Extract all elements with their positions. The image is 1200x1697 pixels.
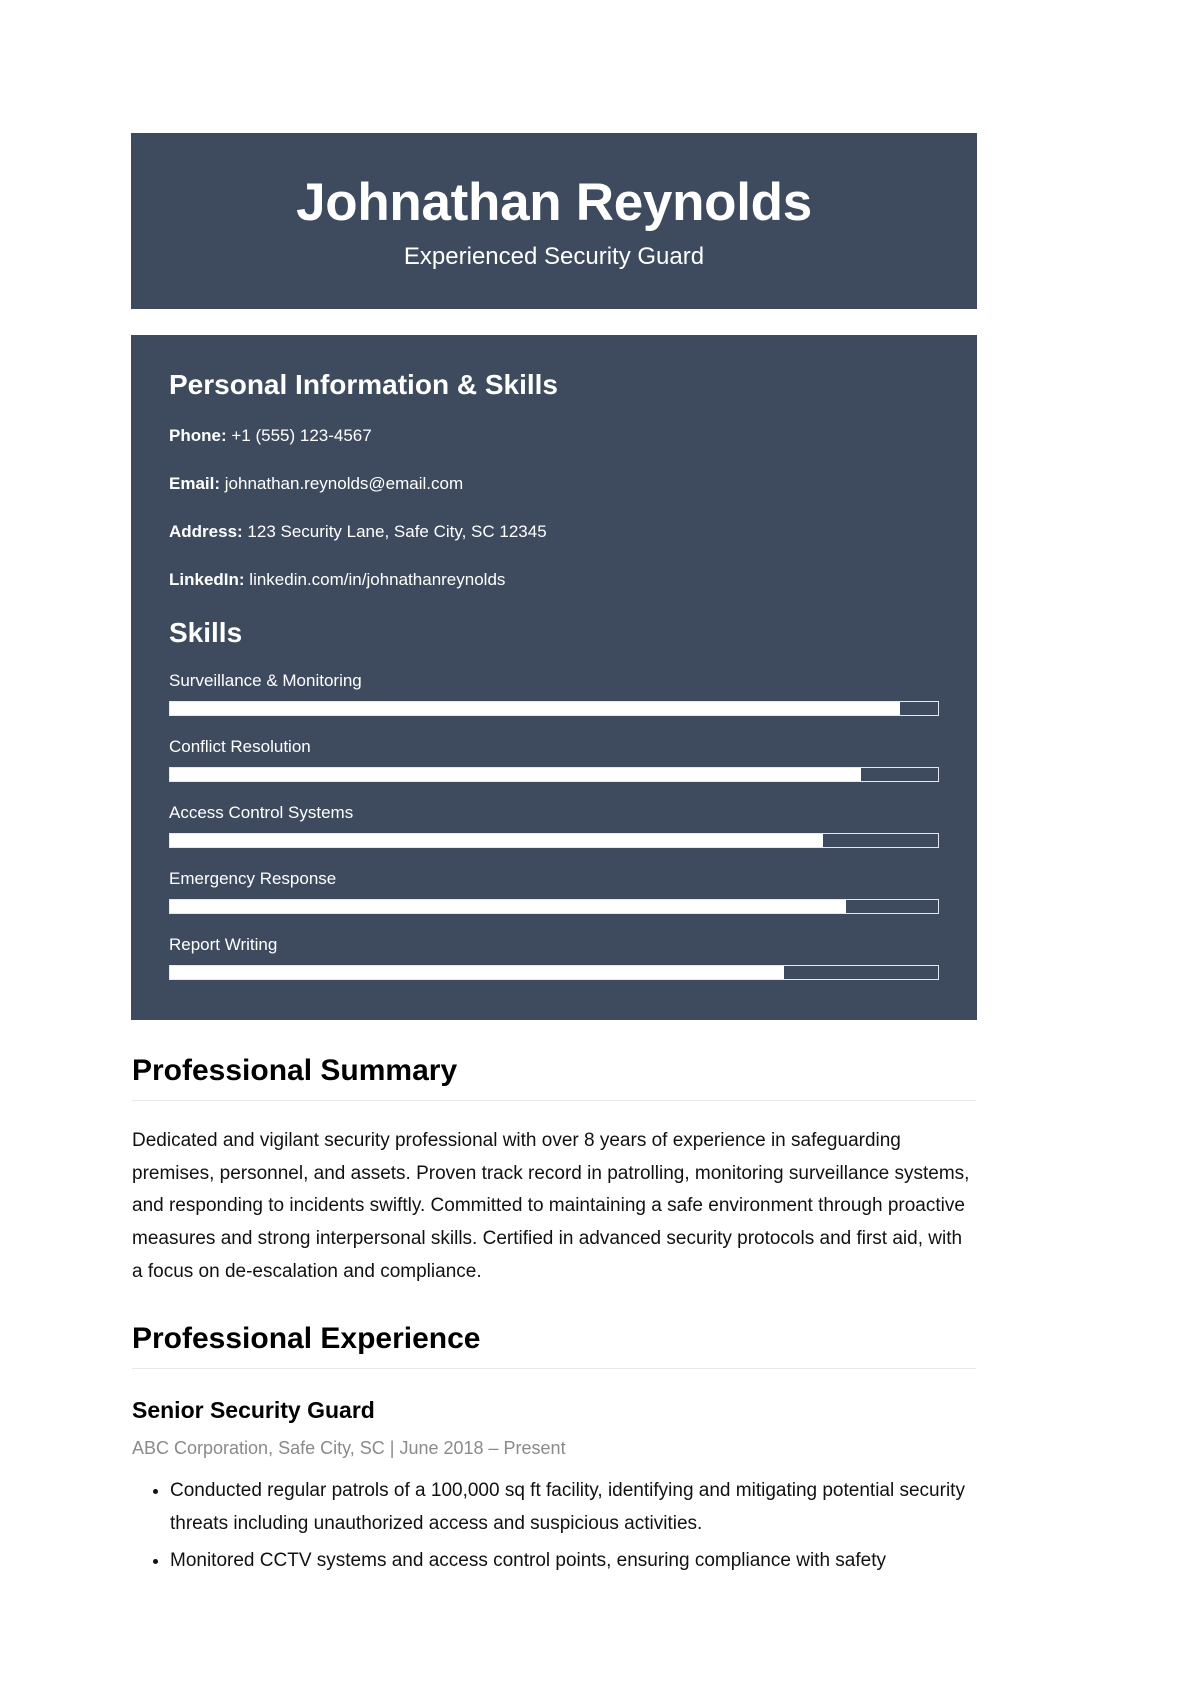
job-bullet: • Conducted regular patrols of a 100,000 sq ft facility, identifying and mitigating potential security threats including unauthorized access and suspicious activities. — [170, 1475, 976, 1540]
skill-item — [169, 671, 939, 716]
contact-phone-label: Phone: — [169, 425, 227, 445]
skill-progress-track — [169, 833, 939, 848]
summary-paragraph: Dedicated and vigilant security professional with over 8 years of experience in safeguarding premises, personnel, and assets. Proven track record in patrolling, monitoring surveillance systems, and responding to incidents swiftly. Committed to maintaining a safe environment through proactive measures and strong interpersonal skills. Certified in advanced security protocols and first aid, with a focus on de-escalation and compliance. — [132, 1130, 970, 1282]
experience-entry — [132, 1397, 976, 1577]
skill-item — [169, 737, 939, 782]
personal-info-skills-panel — [131, 335, 977, 1020]
skill-item — [169, 935, 939, 980]
skill-label: Conflict Resolution — [169, 737, 311, 757]
skill-progress-fill — [170, 768, 861, 781]
contact-email-label: Email: — [169, 473, 221, 493]
job-bullet-list — [132, 1475, 976, 1577]
skill-progress-track — [169, 767, 939, 782]
skill-progress-track — [169, 899, 939, 914]
resume-sheet — [131, 0, 977, 1581]
candidate-name: Johnathan Reynolds — [296, 173, 812, 232]
skill-progress-track — [169, 965, 939, 980]
contact-linkedin-label: LinkedIn: — [169, 569, 245, 589]
skill-item — [169, 803, 939, 848]
skill-progress-fill — [170, 900, 846, 913]
skill-label: Emergency Response — [169, 869, 337, 889]
contact-linkedin-value: linkedin.com/in/johnathanreynolds — [249, 569, 506, 589]
skill-label: Report Writing — [169, 935, 278, 955]
skill-progress-fill — [170, 702, 900, 715]
experience-heading: Professional Experience — [132, 1322, 976, 1369]
skill-item — [169, 869, 939, 914]
resume-header — [131, 133, 977, 309]
skill-label: Surveillance & Monitoring — [169, 671, 362, 691]
contact-address-value: 123 Security Lane, Safe City, SC 12345 — [247, 521, 547, 541]
contact-email-value: johnathan.reynolds@email.com — [224, 473, 464, 493]
candidate-subtitle: Experienced Security Guard — [403, 242, 705, 270]
contact-address-label: Address: — [169, 521, 243, 541]
contact-address — [169, 521, 939, 543]
job-title: Senior Security Guard — [132, 1397, 375, 1424]
skill-label: Access Control Systems — [169, 803, 354, 823]
contact-phone — [169, 425, 939, 447]
contact-phone-value: +1 (555) 123-4567 — [231, 425, 372, 445]
contact-email — [169, 473, 939, 495]
summary-heading: Professional Summary — [132, 1054, 976, 1101]
job-bullet: • Monitored CCTV systems and access control points, ensuring compliance with safety — [170, 1545, 976, 1578]
personal-info-heading: Personal Information & Skills — [169, 368, 558, 400]
skills-heading: Skills — [169, 617, 243, 649]
skill-progress-track — [169, 701, 939, 716]
contact-linkedin — [169, 569, 939, 591]
skill-progress-fill — [170, 834, 823, 847]
skill-progress-fill — [170, 966, 784, 979]
resume-body — [131, 1054, 977, 1577]
job-meta: ABC Corporation, Safe City, SC | June 2018 – Present — [132, 1438, 566, 1459]
